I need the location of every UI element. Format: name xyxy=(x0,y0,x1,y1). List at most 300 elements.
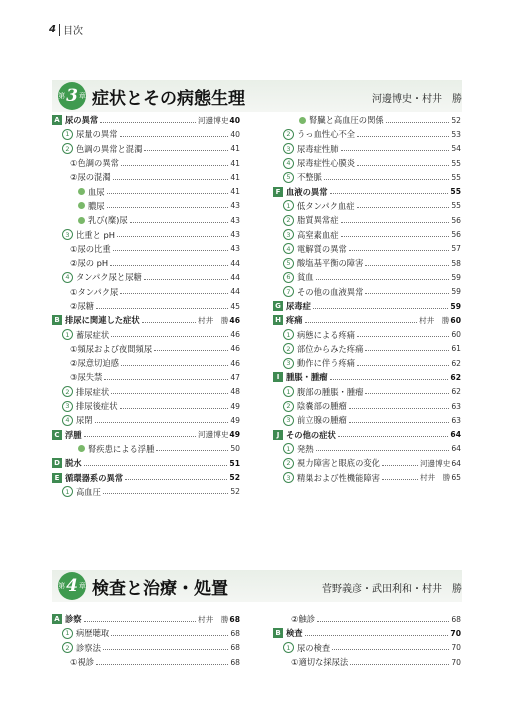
entry-title: 尿閉 xyxy=(76,415,93,426)
section-letter-marker: J xyxy=(273,430,283,440)
entry-title: うっ血性心不全 xyxy=(297,129,356,140)
entry-page: 56 xyxy=(451,230,461,240)
bullet-icon xyxy=(78,202,85,209)
toc-entry[interactable] xyxy=(52,612,240,626)
toc-entry[interactable] xyxy=(52,370,240,384)
item-number-marker: 3 xyxy=(283,472,294,483)
entry-title: 脂質異常症 xyxy=(297,215,339,226)
header-divider xyxy=(59,24,60,36)
entry-author: 村井 勝 xyxy=(419,473,451,483)
entry-title: 視力障害と眼底の変化 xyxy=(297,458,380,469)
entry-page: 65 xyxy=(451,473,461,483)
leader-dots xyxy=(313,308,449,309)
leader-dots xyxy=(111,635,228,636)
entry-page: 60 xyxy=(450,315,461,325)
entry-title: 精巣および性機能障害 xyxy=(297,472,380,483)
toc-entry[interactable] xyxy=(52,285,240,299)
toc-entry[interactable] xyxy=(273,327,461,341)
entry-title: 貧血 xyxy=(297,272,314,283)
entry-page: 52 xyxy=(230,487,240,497)
entry-title: 尿毒症性肺 xyxy=(297,143,339,154)
item-number-marker: 2 xyxy=(283,343,294,354)
entry-page: 55 xyxy=(451,172,461,182)
entry-title: ①タンパク尿 xyxy=(70,286,119,297)
item-number-marker: 2 xyxy=(283,215,294,226)
entry-title: 尿の検査 xyxy=(297,642,331,653)
leader-dots xyxy=(349,408,450,409)
page-number: 4 xyxy=(49,24,56,35)
chapter-number: 3 xyxy=(66,86,78,106)
item-number-marker: 3 xyxy=(283,358,294,369)
chapter-1-heading xyxy=(52,80,462,112)
entry-title: 蓄尿症状 xyxy=(76,329,110,340)
leader-dots xyxy=(111,393,228,394)
toc-entry[interactable] xyxy=(52,327,240,341)
entry-page: 43 xyxy=(230,230,240,240)
toc-entry[interactable] xyxy=(273,370,461,384)
item-number-marker: 1 xyxy=(283,386,294,397)
entry-title: 動作に伴う疼痛 xyxy=(297,358,356,369)
toc-entry[interactable] xyxy=(52,385,240,399)
entry-title: 低タンパク血症 xyxy=(297,200,355,211)
leader-dots xyxy=(365,393,449,394)
toc-entry[interactable] xyxy=(52,270,240,284)
entry-page: 61 xyxy=(451,344,461,354)
item-number-marker: 1 xyxy=(283,200,294,211)
chapter-badge xyxy=(58,82,86,110)
entry-title: 色調の異常と混濁 xyxy=(76,143,143,154)
leader-dots xyxy=(144,150,228,151)
item-number-marker: 4 xyxy=(62,415,73,426)
toc-entry[interactable] xyxy=(273,428,461,442)
chapter-2-heading xyxy=(52,570,462,602)
entry-title: ①尿の比重 xyxy=(70,243,111,254)
leader-dots xyxy=(107,193,229,194)
leader-dots xyxy=(107,207,229,208)
leader-dots xyxy=(338,436,449,437)
chapter-badge xyxy=(58,572,86,600)
entry-title: 腫脹・腫瘤 xyxy=(286,372,328,383)
leader-dots xyxy=(332,649,449,650)
entry-author: 村井 勝 xyxy=(419,315,450,325)
leader-dots xyxy=(317,621,449,622)
entry-title: 不整脈 xyxy=(297,172,322,183)
item-number-marker: 7 xyxy=(283,286,294,297)
bullet-icon xyxy=(78,445,85,452)
entry-page: 59 xyxy=(450,301,461,311)
toc-entry[interactable] xyxy=(52,313,240,327)
entry-page: 46 xyxy=(230,330,240,340)
toc-entry[interactable] xyxy=(52,256,240,270)
page-header xyxy=(49,22,83,37)
entry-page: 53 xyxy=(451,129,461,139)
chapter-badge-prefix: 第 xyxy=(58,582,66,590)
entry-author: 河邊博史 xyxy=(198,115,229,125)
leader-dots xyxy=(382,465,418,466)
toc-entry[interactable] xyxy=(273,313,461,327)
leader-dots xyxy=(316,450,450,451)
leader-dots xyxy=(154,350,228,351)
toc-entry[interactable] xyxy=(273,156,461,170)
item-number-marker: 1 xyxy=(283,443,294,454)
chapter-number: 4 xyxy=(66,576,78,596)
entry-title: ②尿糖 xyxy=(70,301,95,311)
entry-title: ①適切な採尿法 xyxy=(291,657,349,668)
entry-page: 58 xyxy=(451,258,461,268)
entry-title: 検査 xyxy=(286,628,303,639)
toc-entry[interactable] xyxy=(52,184,240,198)
toc-entry[interactable] xyxy=(273,641,461,655)
toc-entry[interactable] xyxy=(52,413,240,427)
toc-entry[interactable] xyxy=(273,285,461,299)
item-number-marker: 1 xyxy=(62,486,73,497)
toc-entry[interactable] xyxy=(52,442,240,456)
toc-entry[interactable] xyxy=(273,142,461,156)
entry-page: 41 xyxy=(230,187,240,197)
leader-dots xyxy=(103,649,228,650)
entry-page: 70 xyxy=(451,643,461,653)
toc-entry[interactable] xyxy=(52,626,240,640)
entry-page: 40 xyxy=(230,129,240,139)
leader-dots xyxy=(120,408,229,409)
leader-dots xyxy=(144,279,229,280)
leader-dots xyxy=(84,621,196,622)
toc-entry[interactable] xyxy=(52,142,240,156)
entry-title: 排尿に関連した症状 xyxy=(65,315,140,326)
entry-title: 高窒素血症 xyxy=(297,229,339,240)
section-letter-marker: A xyxy=(52,614,62,624)
entry-page: 49 xyxy=(229,430,240,440)
entry-page: 55 xyxy=(451,158,461,168)
toc-entry[interactable] xyxy=(52,399,240,413)
toc-entry[interactable] xyxy=(273,199,461,213)
toc-entry[interactable] xyxy=(52,485,240,499)
entry-author: 村井 勝 xyxy=(198,315,229,325)
toc-entry[interactable] xyxy=(273,113,461,127)
entry-page: 70 xyxy=(450,628,461,638)
entry-title: 排尿後症状 xyxy=(76,401,118,412)
section-letter-marker: A xyxy=(52,115,62,125)
item-number-marker: 2 xyxy=(62,386,73,397)
leader-dots xyxy=(357,165,449,166)
item-number-marker: 2 xyxy=(283,458,294,469)
toc-entry[interactable] xyxy=(273,256,461,270)
entry-page: 55 xyxy=(451,201,461,211)
toc-entry[interactable] xyxy=(273,385,461,399)
toc-entry[interactable] xyxy=(273,356,461,370)
toc-column-2 xyxy=(273,612,461,669)
leader-dots xyxy=(365,293,449,294)
entry-title: 尿量の異常 xyxy=(76,129,118,140)
item-number-marker: 2 xyxy=(62,642,73,653)
item-number-marker: 4 xyxy=(62,272,73,283)
leader-dots xyxy=(156,450,228,451)
toc-entry[interactable] xyxy=(52,456,240,470)
entry-title: 病歴聴取 xyxy=(76,628,110,639)
entry-title: ①視診 xyxy=(70,657,95,668)
entry-title: 高血圧 xyxy=(76,486,101,497)
entry-page: 70 xyxy=(451,657,461,667)
entry-title: 尿毒症 xyxy=(286,301,311,311)
leader-dots xyxy=(365,350,449,351)
leader-dots xyxy=(113,179,229,180)
toc-entry[interactable] xyxy=(52,213,240,227)
leader-dots xyxy=(96,308,228,309)
entry-title: 診察 xyxy=(65,614,82,625)
item-number-marker: 2 xyxy=(283,129,294,140)
bullet-icon xyxy=(299,117,306,124)
toc-entry[interactable] xyxy=(273,655,461,669)
bullet-icon xyxy=(78,217,85,224)
entry-title: その他の症状 xyxy=(286,429,336,440)
leader-dots xyxy=(341,150,450,151)
item-number-marker: 1 xyxy=(62,329,73,340)
leader-dots xyxy=(357,136,449,137)
entry-page: 46 xyxy=(230,344,240,354)
item-number-marker: 6 xyxy=(283,272,294,283)
entry-page: 50 xyxy=(230,444,240,454)
item-number-marker: 3 xyxy=(283,229,294,240)
entry-title: 膿尿 xyxy=(88,200,105,211)
leader-dots xyxy=(316,279,450,280)
leader-dots xyxy=(330,379,449,380)
leader-dots xyxy=(121,165,228,166)
toc-entry[interactable] xyxy=(273,184,461,198)
entry-page: 46 xyxy=(229,315,240,325)
item-number-marker: 2 xyxy=(62,143,73,154)
leader-dots xyxy=(120,136,229,137)
toc-entry[interactable] xyxy=(52,113,240,127)
chapter-authors: 河邊博史・村井 勝 xyxy=(372,94,462,105)
entry-page: 59 xyxy=(451,287,461,297)
leader-dots xyxy=(142,322,196,323)
chapter-badge-prefix: 第 xyxy=(58,92,66,100)
toc-entry[interactable] xyxy=(273,242,461,256)
leader-dots xyxy=(330,193,449,194)
entry-title: 前立腺の腫瘤 xyxy=(297,415,347,426)
toc-entry[interactable] xyxy=(273,213,461,227)
entry-author: 村井 勝 xyxy=(198,614,229,624)
entry-page: 68 xyxy=(230,628,240,638)
leader-dots xyxy=(365,265,449,266)
toc-entry[interactable] xyxy=(273,612,461,626)
entry-page: 55 xyxy=(450,187,461,197)
entry-title: 診察法 xyxy=(76,642,101,653)
entry-page: 49 xyxy=(230,415,240,425)
entry-page: 64 xyxy=(451,458,461,468)
leader-dots xyxy=(341,222,450,223)
toc-entry[interactable] xyxy=(273,470,461,484)
toc-entry[interactable] xyxy=(273,227,461,241)
entry-title: 排尿症状 xyxy=(76,386,110,397)
toc-entry[interactable] xyxy=(52,356,240,370)
leader-dots xyxy=(324,179,449,180)
entry-page: 64 xyxy=(451,444,461,454)
chapter-badge-suffix: 章 xyxy=(78,582,86,590)
leader-dots xyxy=(125,479,227,480)
leader-dots xyxy=(117,236,228,237)
entry-page: 44 xyxy=(230,287,240,297)
entry-title: ②尿の混濁 xyxy=(70,172,111,183)
entry-title: 腎疾患による浮腫 xyxy=(88,443,155,454)
item-number-marker: 2 xyxy=(283,401,294,412)
leader-dots xyxy=(349,422,450,423)
entry-title: 病態による疼痛 xyxy=(297,329,356,340)
leader-dots xyxy=(96,664,228,665)
leader-dots xyxy=(110,265,228,266)
entry-page: 44 xyxy=(230,272,240,282)
entry-title: ①色調の異常 xyxy=(70,158,119,169)
toc-entry[interactable] xyxy=(52,227,240,241)
entry-title: 電解質の異常 xyxy=(297,243,347,254)
leader-dots xyxy=(84,436,196,437)
leader-dots xyxy=(350,664,449,665)
item-number-marker: 5 xyxy=(283,258,294,269)
toc-entry[interactable] xyxy=(273,413,461,427)
entry-page: 43 xyxy=(230,201,240,211)
entry-page: 62 xyxy=(451,387,461,397)
entry-page: 62 xyxy=(451,358,461,368)
toc-entry[interactable] xyxy=(52,299,240,313)
toc-entry[interactable] xyxy=(273,456,461,470)
leader-dots xyxy=(386,122,450,123)
entry-title: 腹部の腫脹・腫瘤 xyxy=(297,386,364,397)
entry-page: 49 xyxy=(230,401,240,411)
toc-entry[interactable] xyxy=(273,170,461,184)
leader-dots xyxy=(121,365,228,366)
section-letter-marker: F xyxy=(273,187,283,197)
entry-page: 64 xyxy=(450,430,461,440)
entry-title: 浮腫 xyxy=(65,429,82,440)
leader-dots xyxy=(305,322,417,323)
item-number-marker: 1 xyxy=(62,129,73,140)
leader-dots xyxy=(95,422,229,423)
leader-dots xyxy=(305,635,449,636)
entry-title: タンパク尿と尿糖 xyxy=(76,272,142,283)
toc-entry[interactable] xyxy=(52,470,240,484)
entry-page: 51 xyxy=(229,458,240,468)
toc-entry[interactable] xyxy=(52,199,240,213)
entry-page: 54 xyxy=(451,144,461,154)
entry-page: 68 xyxy=(229,614,240,624)
item-number-marker: 3 xyxy=(62,229,73,240)
entry-title: 陰嚢部の腫瘤 xyxy=(297,401,347,412)
entry-page: 41 xyxy=(230,158,240,168)
entry-title: ②尿意切迫感 xyxy=(70,358,119,369)
toc-column-1 xyxy=(52,113,240,499)
entry-title: 尿の異常 xyxy=(65,115,99,126)
toc-column-2 xyxy=(273,113,461,485)
entry-page: 47 xyxy=(230,372,240,382)
item-number-marker: 3 xyxy=(283,143,294,154)
chapter-authors: 菅野義彦・武田利和・村井 勝 xyxy=(322,584,462,595)
chapter-title: 症状とその病態生理 xyxy=(92,89,245,109)
toc-entry[interactable] xyxy=(273,342,461,356)
item-number-marker: 4 xyxy=(283,243,294,254)
item-number-marker: 1 xyxy=(283,642,294,653)
entry-page: 41 xyxy=(230,172,240,182)
entry-page: 59 xyxy=(451,272,461,282)
entry-page: 68 xyxy=(451,614,461,624)
entry-page: 63 xyxy=(451,401,461,411)
entry-title: 腎臓と高血圧の関係 xyxy=(309,115,384,126)
leader-dots xyxy=(130,222,229,223)
leader-dots xyxy=(113,250,229,251)
entry-title: ①頻尿および夜間頻尿 xyxy=(70,343,153,354)
item-number-marker: 1 xyxy=(62,628,73,639)
bullet-icon xyxy=(78,188,85,195)
toc-column-1 xyxy=(52,612,240,669)
leader-dots xyxy=(100,122,196,123)
entry-title: 部位からみた疼痛 xyxy=(297,343,364,354)
toc-entry[interactable] xyxy=(52,655,240,669)
entry-page: 44 xyxy=(230,258,240,268)
item-number-marker: 5 xyxy=(283,172,294,183)
entry-author: 河邊博史 xyxy=(419,458,451,468)
entry-page: 43 xyxy=(230,244,240,254)
toc-entry[interactable] xyxy=(273,399,461,413)
leader-dots xyxy=(357,207,450,208)
toc-entry[interactable] xyxy=(52,342,240,356)
entry-title: その他の血液異常 xyxy=(297,286,364,297)
leader-dots xyxy=(103,493,228,494)
entry-title: 比重と pH xyxy=(76,229,116,240)
toc-entry[interactable] xyxy=(52,170,240,184)
leader-dots xyxy=(382,479,418,480)
entry-page: 40 xyxy=(229,115,240,125)
entry-page: 68 xyxy=(230,657,240,667)
section-letter-marker: H xyxy=(273,315,283,325)
toc-entry[interactable] xyxy=(52,641,240,655)
section-letter-marker: D xyxy=(52,458,62,468)
toc-entry[interactable] xyxy=(273,442,461,456)
leader-dots xyxy=(84,465,228,466)
section-letter-marker: I xyxy=(273,372,283,382)
section-letter-marker: G xyxy=(273,301,283,311)
entry-title: 循環器系の異常 xyxy=(65,472,124,483)
entry-page: 62 xyxy=(450,372,461,382)
toc-entry[interactable] xyxy=(52,127,240,141)
entry-page: 68 xyxy=(230,643,240,653)
entry-title: 乳び(糜)尿 xyxy=(88,215,128,226)
entry-title: 血液の異常 xyxy=(286,186,328,197)
toc-entry[interactable] xyxy=(52,428,240,442)
toc-entry[interactable] xyxy=(273,127,461,141)
entry-page: 41 xyxy=(230,144,240,154)
leader-dots xyxy=(104,379,228,380)
toc-entry[interactable] xyxy=(52,156,240,170)
toc-entry[interactable] xyxy=(273,626,461,640)
entry-author: 河邊博史 xyxy=(198,430,229,440)
leader-dots xyxy=(357,365,449,366)
item-number-marker: 4 xyxy=(283,158,294,169)
toc-entry[interactable] xyxy=(273,299,461,313)
toc-entry[interactable] xyxy=(52,242,240,256)
toc-entry[interactable] xyxy=(273,270,461,284)
leader-dots xyxy=(341,236,450,237)
item-number-marker: 1 xyxy=(283,329,294,340)
entry-page: 45 xyxy=(230,301,240,311)
chapter-badge-suffix: 章 xyxy=(78,92,86,100)
entry-title: 発熱 xyxy=(297,443,314,454)
entry-page: 60 xyxy=(451,330,461,340)
entry-page: 52 xyxy=(229,473,240,483)
item-number-marker: 3 xyxy=(283,415,294,426)
entry-page: 43 xyxy=(230,215,240,225)
entry-page: 52 xyxy=(451,115,461,125)
entry-page: 63 xyxy=(451,415,461,425)
leader-dots xyxy=(349,250,450,251)
